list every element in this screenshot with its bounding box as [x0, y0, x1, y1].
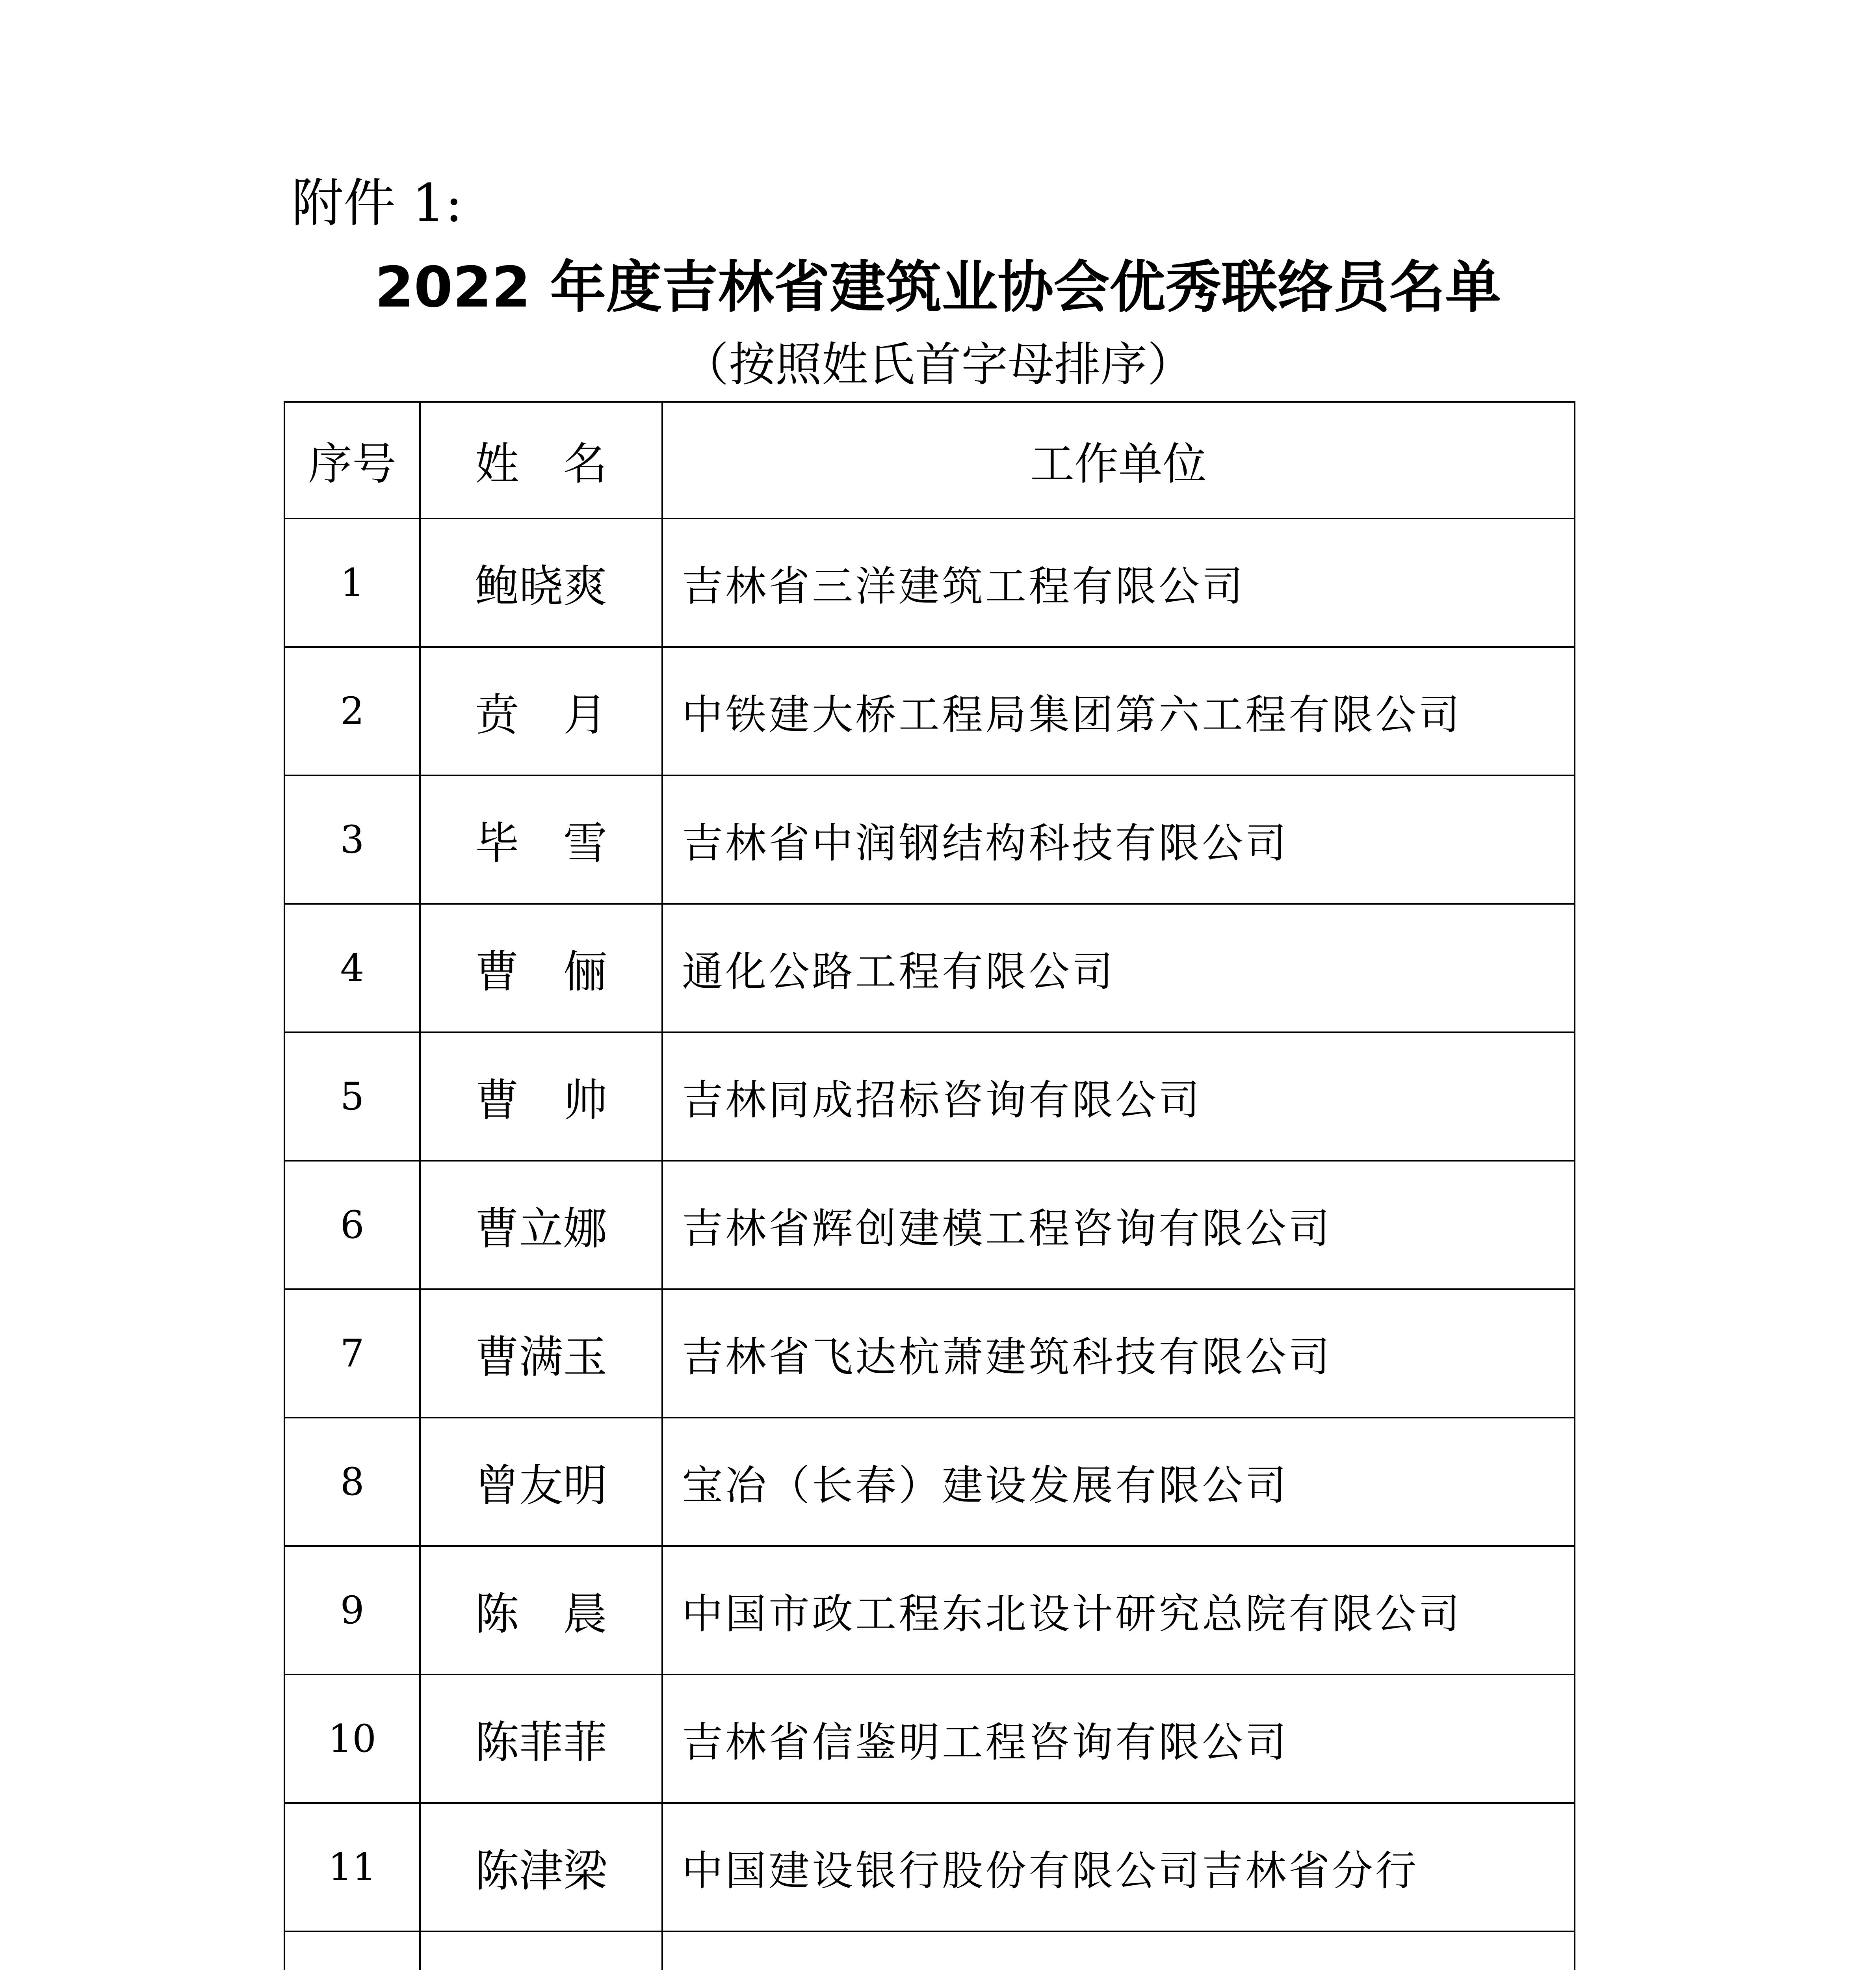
- table-row: [284, 1803, 1575, 1931]
- table-row: [284, 1161, 1575, 1289]
- serial-number-cell: 9: [284, 1546, 420, 1674]
- name-cell: 贲 月: [420, 647, 662, 775]
- work-unit-cell: 吉林同成招标咨询有限公司: [662, 1032, 1575, 1161]
- work-unit-cell: 吉林省中润钢结构科技有限公司: [662, 775, 1575, 904]
- table-row: [284, 1546, 1575, 1674]
- header-name: 姓 名: [420, 402, 662, 519]
- serial-number-cell: 7: [284, 1289, 420, 1418]
- attachment-label: 附件 1:: [292, 173, 463, 234]
- table-row: [284, 1032, 1575, 1161]
- name-cell: 曾友明: [420, 1418, 662, 1546]
- name-cell: 曹满玉: [420, 1289, 662, 1418]
- name-cell: [420, 1931, 662, 1970]
- header-work-unit: 工作单位: [662, 402, 1575, 519]
- work-unit-cell: 通化公路工程有限公司: [662, 904, 1575, 1032]
- serial-number-cell: 1: [284, 519, 420, 647]
- name-cell: 陈菲菲: [420, 1674, 662, 1803]
- name-cell: 陈津梁: [420, 1803, 662, 1931]
- work-unit-cell: 中铁建大桥工程局集团第六工程有限公司: [662, 647, 1575, 775]
- work-unit-cell: 吉林省飞达杭萧建筑科技有限公司: [662, 1289, 1575, 1418]
- table-row: [284, 647, 1575, 775]
- table-row: [284, 904, 1575, 1032]
- work-unit-cell: 宝冶（长春）建设发展有限公司: [662, 1418, 1575, 1546]
- serial-number-cell: 11: [284, 1803, 420, 1931]
- serial-number-cell: 5: [284, 1032, 420, 1161]
- serial-number-cell: [284, 1931, 420, 1970]
- name-cell: 曹 帅: [420, 1032, 662, 1161]
- table-row: [284, 1289, 1575, 1418]
- page-title: 2022 年度吉林省建筑业协会优秀联络员名单: [375, 255, 1501, 320]
- table-header-row: [284, 402, 1575, 519]
- work-unit-cell: 中国建设银行股份有限公司吉林省分行: [662, 1803, 1575, 1931]
- serial-number-cell: 3: [284, 775, 420, 904]
- name-cell: 曹立娜: [420, 1161, 662, 1289]
- table-row: [284, 1674, 1575, 1803]
- table-row: [284, 519, 1575, 647]
- table-row: [284, 1931, 1575, 1970]
- work-unit-cell: 吉林省信鉴明工程咨询有限公司: [662, 1674, 1575, 1803]
- work-unit-cell: [662, 1931, 1575, 1970]
- serial-number-cell: 6: [284, 1161, 420, 1289]
- serial-number-cell: 2: [284, 647, 420, 775]
- header-serial-number: 序号: [284, 402, 420, 519]
- serial-number-cell: 10: [284, 1674, 420, 1803]
- table-row: [284, 1418, 1575, 1546]
- work-unit-cell: 吉林省辉创建模工程咨询有限公司: [662, 1161, 1575, 1289]
- work-unit-cell: 吉林省三洋建筑工程有限公司: [662, 519, 1575, 647]
- table-row: [284, 775, 1575, 904]
- serial-number-cell: 8: [284, 1418, 420, 1546]
- name-cell: 陈 晨: [420, 1546, 662, 1674]
- name-cell: 毕 雪: [420, 775, 662, 904]
- work-unit-cell: 中国市政工程东北设计研究总院有限公司: [662, 1546, 1575, 1674]
- name-cell: 鲍晓爽: [420, 519, 662, 647]
- page-subtitle: （按照姓氏首字母排序）: [682, 337, 1194, 392]
- liaison-roster-table: [284, 401, 1575, 1970]
- serial-number-cell: 4: [284, 904, 420, 1032]
- name-cell: 曹 俪: [420, 904, 662, 1032]
